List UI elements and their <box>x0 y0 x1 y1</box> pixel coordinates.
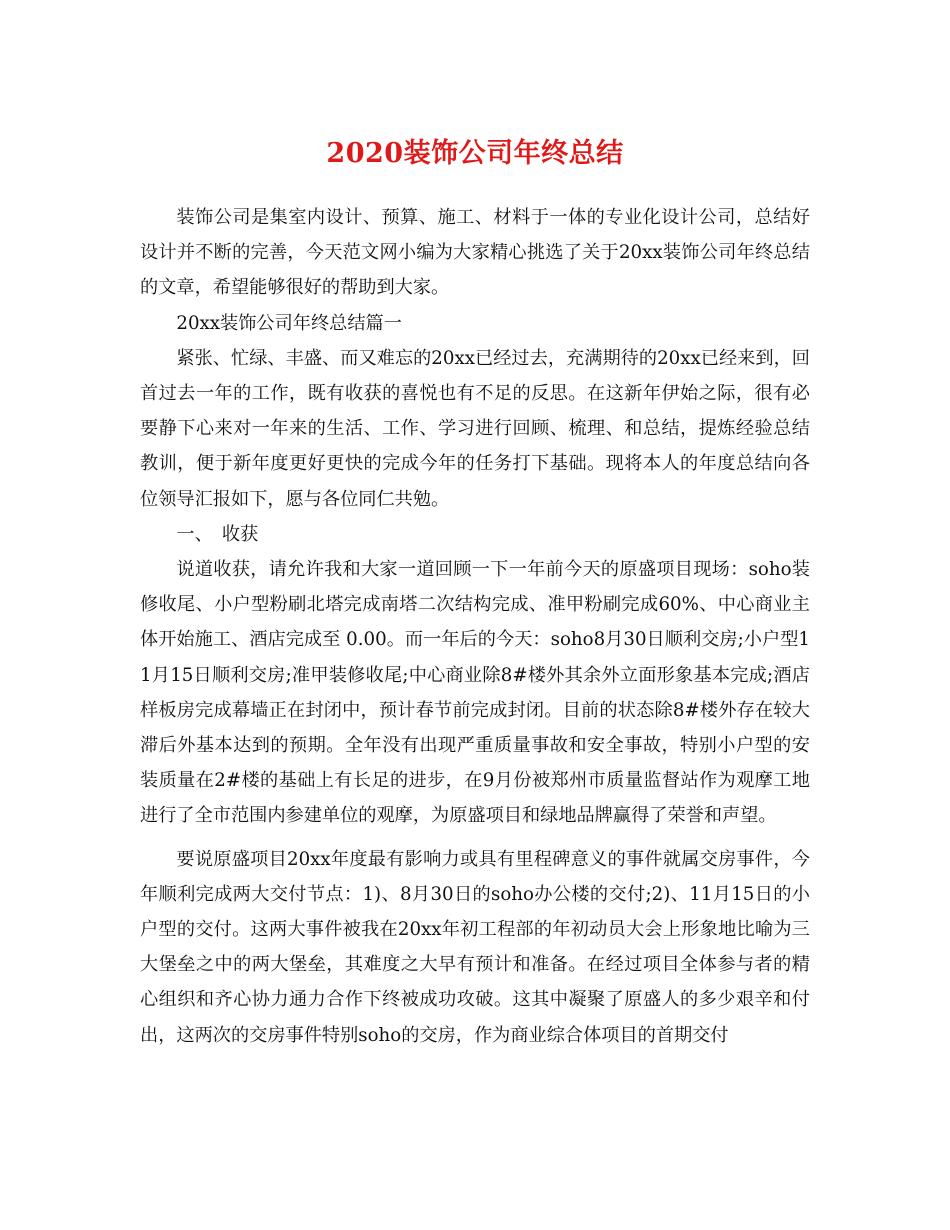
document-body <box>140 200 810 1053</box>
body-paragraph: 说道收获，请允许我和大家一道回顾一下一年前今天的原盛项目现场：soho装修收尾、小户型粉刷北塔完成南塔二次结构完成、准甲粉刷完成60%、中心商业主体开始施工、酒店完成至 0.00。而一年后的今天：soho8月30日顺利交房;小户型11月15日顺利交房;准甲装修收尾;中心商业除8#楼外其余外立面形象基本完成;酒店样板房完成幕墙正在封闭中，预计春节前完成封闭。目前的状态除8#楼外存在较大滞后外基本达到的预期。全年没有出现严重质量事故和安全事故，特别小户型的安装质量在2#楼的基础上有长足的进步，在9月份被郑州市质量监督站作为观摩工地进行了全市范围内参建单位的观摩，为原盛项目和绿地品牌赢得了荣誉和声望。 <box>140 559 810 827</box>
document-title: 2020装饰公司年终总结 <box>326 138 624 169</box>
section-heading: 20xx装饰公司年终总结篇一 <box>176 312 402 334</box>
subsection-heading: 一、 收获 <box>176 523 259 545</box>
intro-paragraph: 装饰公司是集室内设计、预算、施工、材料于一体的专业化设计公司，总结好设计并不断的完善，今天范文网小编为大家精心挑选了关于20xx装饰公司年终总结的文章，希望能够很好的帮助到大家。 <box>140 207 810 299</box>
body-paragraph: 要说原盛项目20xx年度最有影响力或具有里程碑意义的事件就属交房事件，今年顺利完成两大交付节点：1)、8月30日的soho办公楼的交付;2)、11月15日的小户型的交付。这两大事件被我在20xx年初工程部的年初动员大会上形象地比喻为三大堡垒之中的两大堡垒，其难度之大早有预计和准备。在经过项目全体参与者的精心组织和齐心协力通力合作下终被成功攻破。这其中凝聚了原盛人的多少艰辛和付出，这两次的交房事件特别soho的交房，作为商业综合体项目的首期交付 <box>140 848 810 1046</box>
body-paragraph: 紧张、忙绿、丰盛、而又难忘的20xx已经过去，充满期待的20xx已经来到，回首过去一年的工作，既有收获的喜悦也有不足的反思。在这新年伊始之际，很有必要静下心来对一年来的生活、工作、学习进行回顾、梳理、和总结，提炼经验总结教训，便于新年度更好更快的完成今年的任务打下基础。现将本人的年度总结向各位领导汇报如下，愿与各位同仁共勉。 <box>140 347 810 510</box>
